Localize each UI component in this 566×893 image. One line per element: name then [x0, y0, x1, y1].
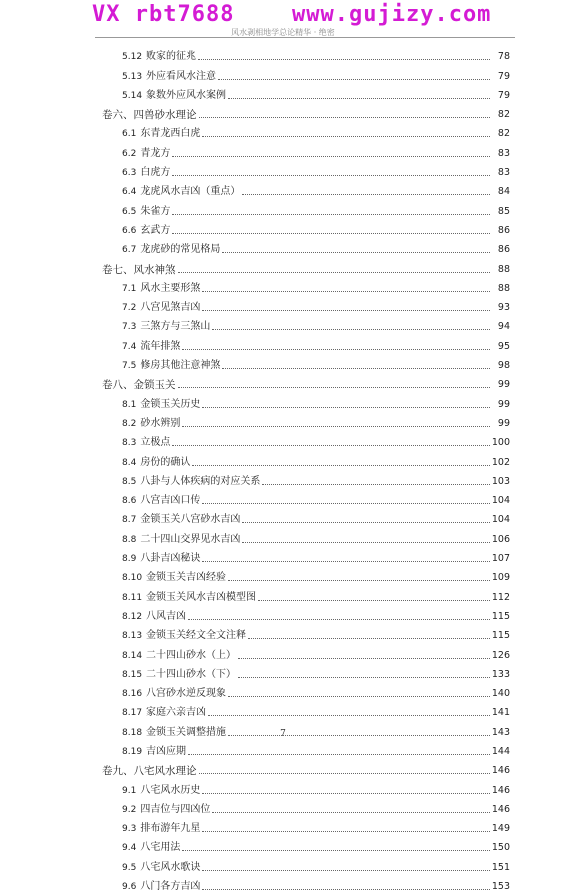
toc-entry-page: 99: [497, 417, 510, 429]
toc-entry-title: 卷九、八宅风水理论: [102, 765, 197, 778]
toc-entry-number: 9.3: [122, 824, 137, 835]
toc-dot-leader: [182, 425, 490, 427]
toc-entry[interactable]: [102, 333, 510, 352]
toc-entry-title: 卷七、风水神煞: [102, 263, 176, 276]
toc-dot-leader: [242, 521, 490, 523]
toc-entry[interactable]: [102, 218, 510, 237]
toc-entry-number: 9.1: [122, 785, 137, 796]
toc-entry-title: 流年排煞: [140, 340, 181, 352]
toc-dot-leader: [202, 309, 490, 311]
toc-entry-title: 二十四山交界见水吉凶: [140, 533, 241, 545]
header-rule: [95, 37, 515, 38]
toc-dot-leader: [182, 348, 490, 350]
toc-entry-number: 7.5: [122, 361, 137, 372]
toc-entry-title: 八门各方吉凶: [140, 881, 201, 893]
toc-entry-number: 6.4: [122, 187, 137, 198]
toc-entry-page: 83: [497, 147, 510, 159]
toc-entry-page: 133: [491, 668, 510, 680]
toc-entry-title: 吉凶应期: [146, 745, 187, 757]
toc-entry[interactable]: [102, 237, 510, 256]
toc-dot-leader: [202, 869, 490, 871]
toc-chapter[interactable]: [102, 372, 510, 391]
toc-entry-number: 8.7: [122, 515, 137, 526]
toc-entry-page: 103: [491, 475, 510, 487]
toc-entry-title: 玄武方: [140, 224, 171, 236]
toc-entry-number: 6.5: [122, 206, 137, 217]
toc-dot-leader: [258, 599, 490, 601]
toc-entry-number: 5.12: [122, 52, 143, 63]
toc-entry-page: 99: [497, 379, 510, 391]
toc-entry-page: 140: [491, 688, 510, 700]
toc-dot-leader: [202, 792, 490, 794]
toc-dot-leader: [208, 714, 490, 716]
toc-dot-leader: [202, 290, 490, 292]
toc-dot-leader: [222, 251, 490, 253]
toc-entry-number: 8.18: [122, 727, 143, 738]
toc-entry-number: 8.12: [122, 611, 143, 622]
toc-entry[interactable]: [102, 777, 510, 796]
toc-entry[interactable]: [102, 526, 510, 545]
toc-dot-leader: [222, 367, 490, 369]
toc-entry-title: 败家的征兆: [146, 51, 197, 63]
toc-entry-title: 立极点: [140, 437, 171, 449]
toc-entry-page: 102: [491, 456, 510, 468]
toc-entry-page: 106: [491, 533, 510, 545]
toc-dot-leader: [198, 58, 490, 60]
toc-entry-page: 146: [491, 784, 510, 796]
toc-entry-number: 9.2: [122, 804, 137, 815]
toc-entry-title: 金锁玉关八宫砂水吉凶: [140, 514, 241, 526]
toc-entry[interactable]: [102, 121, 510, 140]
toc-entry-number: 8.3: [122, 438, 137, 449]
toc-entry-page: 112: [491, 591, 510, 603]
toc-entry-number: 8.13: [122, 631, 143, 642]
toc-entry-page: 144: [491, 745, 510, 757]
toc-entry-page: 83: [497, 167, 510, 179]
toc-dot-leader: [218, 78, 490, 80]
toc-entry[interactable]: [102, 816, 510, 835]
table-of-contents: [102, 44, 510, 893]
toc-entry-title: 八卦吉凶秘诀: [140, 553, 201, 565]
toc-dot-leader: [192, 464, 490, 466]
toc-entry-number: 8.19: [122, 746, 143, 757]
toc-entry-title: 金锁玉关吉凶经验: [146, 572, 227, 584]
toc-entry[interactable]: [102, 469, 510, 488]
toc-entry-title: 八宅用法: [140, 842, 181, 854]
toc-entry-number: 7.3: [122, 322, 137, 333]
toc-entry-title: 修房其他注意神煞: [140, 360, 221, 372]
toc-entry-title: 白虎方: [140, 167, 171, 179]
toc-dot-leader: [172, 213, 490, 215]
toc-entry-page: 104: [491, 514, 510, 526]
toc-entry[interactable]: [102, 874, 510, 893]
toc-entry-page: 78: [497, 51, 510, 63]
toc-entry-page: 149: [491, 823, 510, 835]
toc-entry-number: 6.2: [122, 148, 137, 159]
toc-entry-number: 6.1: [122, 129, 137, 140]
toc-entry-number: 8.8: [122, 534, 137, 545]
toc-entry-title: 青龙方: [140, 147, 171, 159]
toc-entry-title: 东青龙西白虎: [140, 128, 201, 140]
toc-entry-number: 9.4: [122, 843, 137, 854]
toc-entry[interactable]: [102, 353, 510, 372]
toc-entry-title: 房份的确认: [140, 456, 191, 468]
toc-dot-leader: [202, 406, 490, 408]
toc-entry-title: 外应看风水注意: [146, 70, 217, 82]
toc-entry[interactable]: [102, 44, 510, 63]
toc-dot-leader: [242, 541, 490, 543]
toc-entry-number: 8.1: [122, 399, 137, 410]
toc-entry-number: 8.6: [122, 496, 137, 507]
toc-entry-number: 8.14: [122, 650, 143, 661]
toc-dot-leader: [199, 772, 490, 774]
toc-entry-number: 8.4: [122, 457, 137, 468]
toc-entry-title: 金锁玉关风水吉凶模型图: [146, 591, 257, 603]
toc-entry-title: 二十四山砂水（上）: [146, 649, 237, 661]
toc-entry-page: 99: [497, 398, 510, 410]
toc-entry-number: 5.13: [122, 71, 143, 82]
toc-entry[interactable]: [102, 623, 510, 642]
toc-entry-title: 砂水辨别: [140, 417, 181, 429]
toc-dot-leader: [228, 579, 490, 581]
toc-entry[interactable]: [102, 642, 510, 661]
toc-entry-page: 151: [491, 861, 510, 873]
toc-entry-number: 5.14: [122, 90, 143, 101]
toc-entry-title: 八卦与人体疾病的对应关系: [140, 475, 261, 487]
toc-entry[interactable]: [102, 198, 510, 217]
toc-entry-title: 四吉位与四凶位: [140, 803, 211, 815]
toc-entry-title: 八宫砂水逆反现象: [146, 688, 227, 700]
toc-entry-page: 141: [491, 707, 510, 719]
toc-entry-title: 二十四山砂水（下）: [146, 668, 237, 680]
toc-entry[interactable]: [102, 411, 510, 430]
toc-entry-page: 94: [497, 321, 510, 333]
toc-entry-page: 86: [497, 224, 510, 236]
toc-entry[interactable]: [102, 160, 510, 179]
toc-dot-leader: [238, 676, 490, 678]
toc-entry-page: 82: [497, 109, 510, 121]
toc-entry[interactable]: [102, 63, 510, 82]
toc-dot-leader: [178, 386, 491, 388]
toc-entry-title: 龙虎砂的常见格局: [140, 244, 221, 256]
toc-entry-title: 金锁玉关历史: [140, 398, 201, 410]
toc-entry[interactable]: [102, 140, 510, 159]
toc-entry-title: 三煞方与三煞山: [140, 321, 211, 333]
toc-entry-page: 95: [497, 340, 510, 352]
toc-dot-leader: [262, 483, 490, 485]
toc-entry-page: 82: [497, 128, 510, 140]
toc-entry-title: 象数外应风水案例: [146, 89, 227, 101]
toc-entry-number: 6.6: [122, 225, 137, 236]
toc-entry-number: 9.5: [122, 862, 137, 873]
toc-entry-page: 100: [491, 437, 510, 449]
toc-entry-page: 88: [497, 282, 510, 294]
toc-entry-page: 109: [491, 572, 510, 584]
toc-entry-number: 8.9: [122, 554, 137, 565]
toc-dot-leader: [172, 155, 490, 157]
toc-entry[interactable]: [102, 835, 510, 854]
toc-dot-leader: [242, 193, 490, 195]
toc-chapter[interactable]: [102, 102, 510, 121]
toc-dot-leader: [202, 502, 490, 504]
toc-entry-page: 115: [491, 610, 510, 622]
toc-entry-page: 98: [497, 360, 510, 372]
toc-entry[interactable]: [102, 797, 510, 816]
toc-dot-leader: [199, 116, 491, 118]
toc-entry-number: 8.16: [122, 689, 143, 700]
toc-entry-number: 8.17: [122, 708, 143, 719]
toc-dot-leader: [188, 753, 490, 755]
toc-entry-title: 卷六、四兽砂水理论: [102, 109, 197, 122]
toc-entry-title: 八风吉凶: [146, 610, 187, 622]
toc-entry[interactable]: [102, 449, 510, 468]
toc-entry[interactable]: [102, 391, 510, 410]
toc-dot-leader: [182, 849, 490, 851]
page-number: 7: [280, 729, 286, 739]
toc-entry[interactable]: [102, 83, 510, 102]
toc-entry[interactable]: [102, 854, 510, 873]
toc-entry-number: 6.7: [122, 245, 137, 256]
toc-entry-page: 146: [491, 765, 510, 777]
toc-entry-title: 金锁玉关经文全文注释: [146, 630, 247, 642]
toc-entry[interactable]: [102, 179, 510, 198]
toc-entry-page: 88: [497, 263, 510, 275]
toc-chapter[interactable]: [102, 256, 510, 275]
toc-entry[interactable]: [102, 276, 510, 295]
toc-entry-number: 8.10: [122, 573, 143, 584]
toc-dot-leader: [202, 830, 490, 832]
toc-entry-title: 八宅风水历史: [140, 784, 201, 796]
toc-dot-leader: [238, 657, 490, 659]
toc-entry-title: 八宫见煞吉凶: [140, 302, 201, 314]
toc-entry[interactable]: [102, 295, 510, 314]
toc-entry-title: 排布游年九星: [140, 823, 201, 835]
toc-entry-page: 143: [491, 726, 510, 738]
toc-entry-number: 8.5: [122, 476, 137, 487]
toc-entry-number: 6.3: [122, 168, 137, 179]
watermark-url: www.gujizy.com: [292, 2, 492, 27]
toc-entry-number: 9.6: [122, 882, 137, 893]
toc-dot-leader: [178, 271, 491, 273]
toc-entry[interactable]: [102, 700, 510, 719]
toc-entry-page: 79: [497, 89, 510, 101]
toc-dot-leader: [172, 232, 490, 234]
toc-dot-leader: [172, 174, 490, 176]
toc-entry-number: 7.2: [122, 303, 137, 314]
toc-entry-page: 153: [491, 881, 510, 893]
toc-dot-leader: [188, 618, 490, 620]
toc-entry[interactable]: [102, 739, 510, 758]
toc-entry-title: 家庭六亲吉凶: [146, 707, 207, 719]
toc-entry[interactable]: [102, 488, 510, 507]
toc-entry-page: 93: [497, 302, 510, 314]
toc-entry-number: 8.15: [122, 669, 143, 680]
running-header: 风水剥相地学总论精华 · 绝密: [231, 28, 335, 37]
toc-entry-number: 7.1: [122, 283, 137, 294]
toc-entry-title: 金锁玉关调整措施: [146, 726, 227, 738]
toc-entry-number: 8.2: [122, 418, 137, 429]
toc-dot-leader: [202, 560, 490, 562]
toc-entry-page: 115: [491, 630, 510, 642]
toc-entry-page: 146: [491, 803, 510, 815]
toc-entry-title: 风水主要形煞: [140, 282, 201, 294]
toc-dot-leader: [212, 811, 490, 813]
toc-dot-leader: [172, 444, 490, 446]
toc-entry-page: 86: [497, 244, 510, 256]
toc-entry-title: 卷八、金锁玉关: [102, 379, 176, 392]
toc-entry-page: 85: [497, 205, 510, 217]
toc-entry-page: 79: [497, 70, 510, 82]
toc-entry[interactable]: [102, 662, 510, 681]
toc-entry-page: 150: [491, 842, 510, 854]
toc-entry-page: 107: [491, 553, 510, 565]
toc-entry[interactable]: [102, 604, 510, 623]
toc-chapter[interactable]: [102, 758, 510, 777]
toc-dot-leader: [212, 328, 490, 330]
toc-entry-title: 龙虎风水吉凶（重点）: [140, 186, 241, 198]
toc-dot-leader: [228, 695, 490, 697]
toc-entry-page: 126: [491, 649, 510, 661]
toc-entry[interactable]: [102, 565, 510, 584]
toc-dot-leader: [202, 888, 490, 890]
toc-entry-page: 84: [497, 186, 510, 198]
toc-dot-leader: [248, 637, 490, 639]
toc-entry[interactable]: [102, 507, 510, 526]
toc-entry-number: 8.11: [122, 592, 143, 603]
toc-entry[interactable]: [102, 546, 510, 565]
toc-entry-title: 八宫吉凶口传: [140, 495, 201, 507]
toc-dot-leader: [202, 135, 490, 137]
toc-entry[interactable]: [102, 681, 510, 700]
toc-entry-title: 朱雀方: [140, 205, 171, 217]
toc-dot-leader: [228, 97, 490, 99]
toc-entry-page: 104: [491, 495, 510, 507]
toc-entry[interactable]: [102, 584, 510, 603]
toc-entry-number: 7.4: [122, 341, 137, 352]
toc-entry[interactable]: [102, 430, 510, 449]
toc-entry-title: 八宅风水歌诀: [140, 861, 201, 873]
toc-entry[interactable]: [102, 314, 510, 333]
watermark-contact: VX rbt7688: [92, 2, 235, 27]
